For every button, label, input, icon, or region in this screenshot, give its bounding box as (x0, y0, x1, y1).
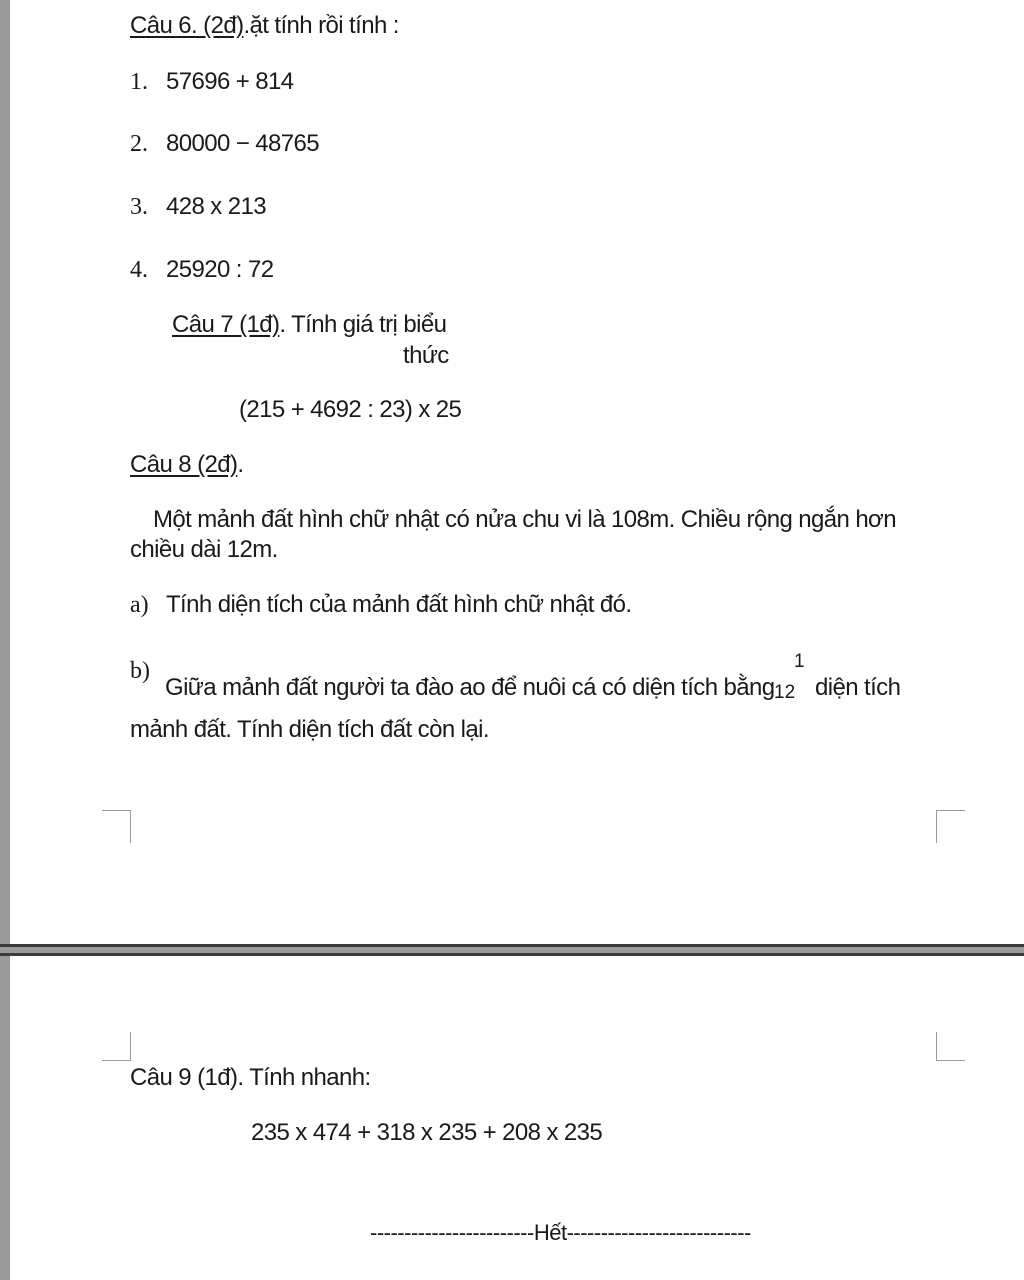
document-page-2 (10, 956, 1024, 1280)
list-item (130, 130, 319, 158)
fraction-numerator: 1 (794, 651, 805, 672)
question-9-heading: Câu 9 (1đ). Tính nhanh: (130, 1064, 371, 1091)
end-marker: ------------------------Hết--------------------------- (370, 1220, 751, 1245)
list-item (130, 193, 266, 221)
question-8-paragraph-line2: chiều dài 12m. (130, 536, 278, 563)
fraction-denominator: 12 (774, 682, 796, 703)
list-item (130, 256, 273, 284)
part-a-label: a) (130, 592, 149, 618)
part-b-text-after: diện tích (815, 674, 901, 701)
part-b-text: Giữa mảnh đất người ta đào ao để nuôi cá có diện tích bằng (165, 674, 775, 701)
document-page-1 (10, 0, 1024, 944)
item-expression: 57696 + 814 (166, 68, 294, 95)
question-7-expression: (215 + 4692 : 23) x 25 (239, 396, 462, 423)
question-7-title: Câu 7 (1đ) (172, 311, 280, 338)
question-7-heading (172, 311, 446, 339)
question-9-expression: 235 x 474 + 318 x 235 + 208 x 235 (251, 1119, 603, 1146)
page-separator (0, 944, 1024, 947)
margin-corner-mark (936, 1032, 965, 1061)
question-6-title: Câu 6. (2đ) (130, 12, 244, 39)
question-6-title-suffix: .ặt tính rồi tính : (243, 12, 399, 39)
margin-corner-mark (936, 810, 965, 843)
question-8-heading (130, 451, 243, 479)
item-expression: 80000 − 48765 (166, 130, 320, 157)
question-8-paragraph-line1: Một mảnh đất hình chữ nhật có nửa chu vi là 108m. Chiều rộng ngắn hơn (153, 506, 896, 533)
question-7-heading-line2: thức (403, 342, 449, 369)
item-expression: 428 x 213 (166, 193, 267, 220)
question-6-heading (130, 12, 399, 40)
part-b-line2: mảnh đất. Tính diện tích đất còn lại. (130, 716, 489, 743)
list-item (130, 68, 294, 96)
part-b-label: b) (130, 658, 150, 684)
question-8-part-a (130, 591, 631, 619)
item-expression: 25920 : 72 (166, 256, 274, 283)
question-8-title-suffix: . (237, 451, 244, 478)
item-number: 2. (130, 131, 148, 157)
item-number: 1. (130, 69, 148, 95)
item-number: 4. (130, 257, 148, 283)
question-8-title: Câu 8 (2đ) (130, 451, 238, 478)
question-7-title-suffix: . Tính giá trị biểu (279, 311, 447, 338)
item-number: 3. (130, 194, 148, 220)
margin-corner-mark (102, 810, 131, 843)
margin-corner-mark (102, 1032, 131, 1061)
part-a-text: Tính diện tích của mảnh đất hình chữ nhật đó. (166, 591, 632, 618)
